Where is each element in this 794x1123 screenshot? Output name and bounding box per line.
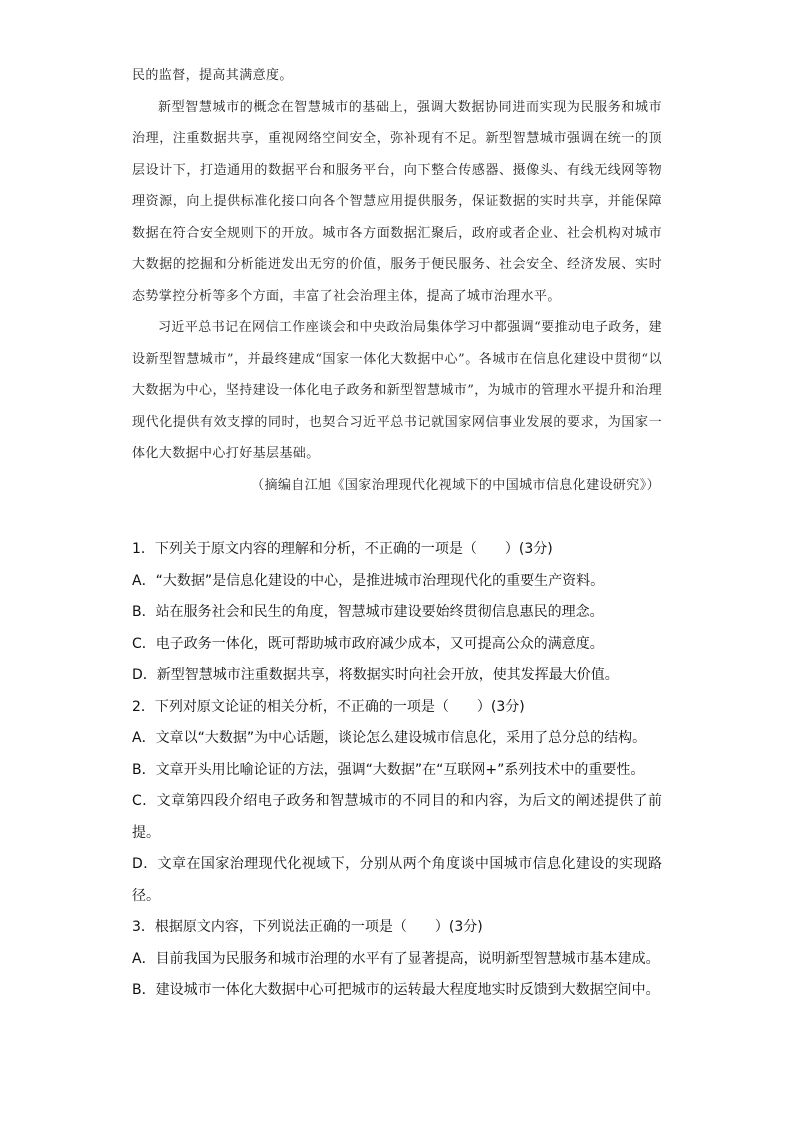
question-2-option-b: B．文章开头用比喻论证的方法，强调“大数据”在“互联网+”系列技术中的重要性。 xyxy=(132,761,645,778)
question-1-stem: 1．下列关于原文内容的理解和分析，不正确的一项是（ ）(3分) xyxy=(132,541,553,557)
passage-paragraph-1: 新型智慧城市的概念在智慧城市的基础上，强调大数据协同进而实现为民服务和城市治理，注重数据共享，重视网络空间安全，弥补现有不足。新型智慧城市强调在统一的顶层设计下，打造通用的数据平台和服务平台，向下整合传感器、摄像头、有线无线网等物理资源，向上提供标准化接口向各个智慧应用提供服务，保证数据的实时共享，并能保障数据在符合安全规则下的开放。城市各方面数据汇聚后，政府或者企业、社会机构对城市大数据的挖掘和分析能迸发出无穷的价值，服务于便民服务、社会安全、经济发展、实时态势掌控分析等多个方面，丰富了社会治理主体，提高了城市治理水平。 xyxy=(132,99,662,304)
question-3-option-a: A．目前我国为民服务和城市治理的水平有了显著提高，说明新型智慧城市基本建成。 xyxy=(132,950,660,967)
question-list xyxy=(132,534,662,1007)
question-2-option-a: A．文章以“大数据”为中心话题，谈论怎么建设城市信息化，采用了总分总的结构。 xyxy=(132,730,647,746)
passage-source: （摘编自江旭《国家治理现代化视域下的中国城市信息化建设研究》） xyxy=(251,477,660,493)
passage-paragraph-2: 习近平总书记在网信工作座谈会和中央政治局集体学习中都强调“要推动电子政务，建设新型智慧城市”，并最终建成“国家一体化大数据中心”。各城市在信息化建设中贯彻“以大数据为中心，坚持建设一体化电子政务和新型智慧城市”，为城市的管理水平提升和治理现代化提供有效支撑的同时，也契合习近平总书记就国家网信事业发展的要求，为国家一体化大数据中心打好基层基础。 xyxy=(132,320,662,461)
question-1-option-b: B．站在服务社会和民生的角度，智慧城市建设要始终贯彻信息惠民的理念。 xyxy=(132,604,604,620)
question-1-option-c: C．电子政务一体化，既可帮助城市政府减少成本，又可提高公众的满意度。 xyxy=(132,635,604,652)
question-1-option-a: A．“大数据”是信息化建设的中心，是推进城市治理现代化的重要生产资料。 xyxy=(132,572,605,589)
question-2-option-d: D．文章在国家治理现代化视域下，分别从两个角度谈中国城市信息化建设的实现路径。 xyxy=(132,856,662,904)
question-2-option-c: C．文章第四段介绍电子政务和智慧城市的不同目的和内容，为后文的阐述提供了前提。 xyxy=(132,793,662,841)
question-3-stem: 3．根据原文内容，下列说法正确的一项是（ ）(3分) xyxy=(132,919,483,935)
question-3-option-b: B．建设城市一体化大数据中心可把城市的运转最大程度地实时反馈到大数据空间中。 xyxy=(132,982,660,998)
question-1-option-d: D．新型智慧城市注重数据共享，将数据实时向社会开放，使其发挥最大价值。 xyxy=(132,667,619,683)
passage-paragraph-0: 民的监督，提高其满意度。 xyxy=(132,68,293,83)
reading-passage xyxy=(132,60,662,501)
question-2-stem: 2．下列对原文论证的相关分析，不正确的一项是（ ）(3分) xyxy=(132,698,525,715)
